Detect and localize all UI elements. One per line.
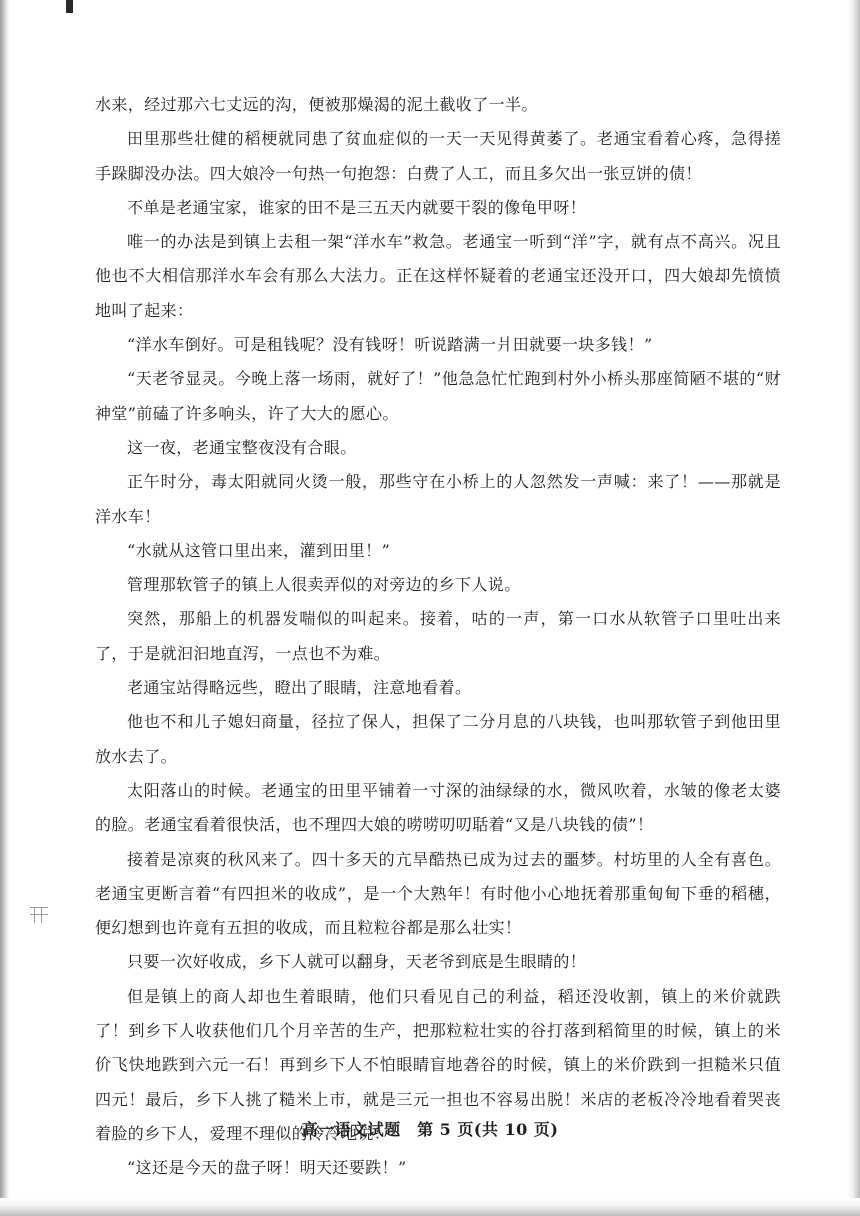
paragraph: 水来，经过那六七丈远的沟，便被那燥渴的泥土截收了一半。	[95, 95, 538, 114]
paragraph: 田里那些壮健的稻梗就同患了贫血症似的一天一天见得黄萎了。老通宝看着心疼，急得搓手跺脚没办法。四大娘冷一句热一句抱怨：白费了人工，而且多欠出一张豆饼的债！	[95, 129, 781, 183]
dialogue-line: “这还是今天的盘子呀！明天还要跌！”	[127, 1158, 407, 1178]
paragraph: 太阳落山的时候。老通宝的田里平铺着一寸深的油绿绿的水，微风吹着，水皱的像老太婆的脸。老通宝看着很快活，也不理四大娘的唠唠叨叨聒着“又是八块钱的债”！	[95, 780, 781, 835]
binding-margin-mark	[30, 907, 48, 923]
dialogue-line: “水就从这管口里出来，灌到田里！”	[127, 540, 391, 560]
paragraph: 唯一的办法是到镇上去租一架“洋水车”救急。老通宝一听到“洋”字，就有点不高兴。况且他也不大相信那洋水车会有那么大法力。正在这样怀疑着的老通宝还没开口，四大娘却先愤愤地叫了起来：	[95, 232, 781, 320]
paragraph: 只要一次好收成，乡下人就可以翻身，天老爷到底是生眼睛的！	[127, 952, 587, 972]
registration-mark	[66, 0, 73, 13]
scan-shadow-left	[0, 0, 10, 1216]
paragraph: 他也不和儿子媳妇商量，径拉了保人，担保了二分月息的八块钱，也叫那软管子到他田里放水去了。	[95, 712, 781, 766]
scan-shadow-bottom	[0, 1198, 860, 1216]
paragraph: 但是镇上的商人却也生着眼睛，他们只看见自己的利益，稻还没收割，镇上的米价就跌了！到乡下人收获他们几个月辛苦的生产，把那粒粒壮实的谷打落到稻简里的时候，镇上的米价飞快地跌到六元一石！再到乡下人不怕眼睛盲地砻谷的时候，镇上的米价跌到一担糙米只值四元！最后，乡下人挑了糙米上市，就是三元一担也不容易出脱！米店的老板冷冷地看着哭丧着脸的乡下人，爱理不理似的冷冷地说：	[95, 986, 781, 1143]
paragraph: 管理那软管子的镇上人很卖弄似的对旁边的乡下人说。	[127, 575, 521, 595]
paragraph: 接着是凉爽的秋风来了。四十多天的亢旱酷热已成为过去的噩梦。村坊里的人全有喜色。老通宝更断言着“有四担米的收成”，是一个大熟年！有时他小心地抚着那重甸甸下垂的稻穗，便幻想到也许竟有五担的收成，而且粒粒谷都是那么壮实！	[95, 849, 781, 938]
dialogue-line: “洋水车倒好。可是租钱呢？没有钱呀！听说踏满一爿田就要一块多钱！”	[127, 335, 653, 355]
paragraph: 突然，那船上的机器发喘似的叫起来。接着，咕的一声，第一口水从软管子口里吐出来了，于是就汩汩地直泻，一点也不为难。	[95, 609, 781, 663]
paragraph: 正午时分，毒太阳就同火烫一般，那些守在小桥上的人忽然发一声喊：来了！——那就是洋水车！	[95, 472, 781, 526]
paragraph: 老通宝站得略远些，瞪出了眼睛，注意地看着。	[127, 678, 472, 698]
page-footer: 高一语文试题 第 5 页(共 10 页)	[301, 1120, 559, 1139]
paragraph: 这一夜，老通宝整夜没有合眼。	[127, 437, 357, 457]
scan-shadow-right	[846, 0, 860, 1216]
paragraph: 不单是老通宝家，谁家的田不是三五天内就要干裂的像龟甲呀！	[127, 197, 587, 217]
exam-page-body	[95, 88, 781, 1186]
paragraph: “天老爷显灵。今晚上落一场雨，就好了！”他急急忙忙跑到村外小桥头那座简陋不堪的“财神堂”前磕了许多响头，许了大大的愿心。	[95, 369, 781, 423]
